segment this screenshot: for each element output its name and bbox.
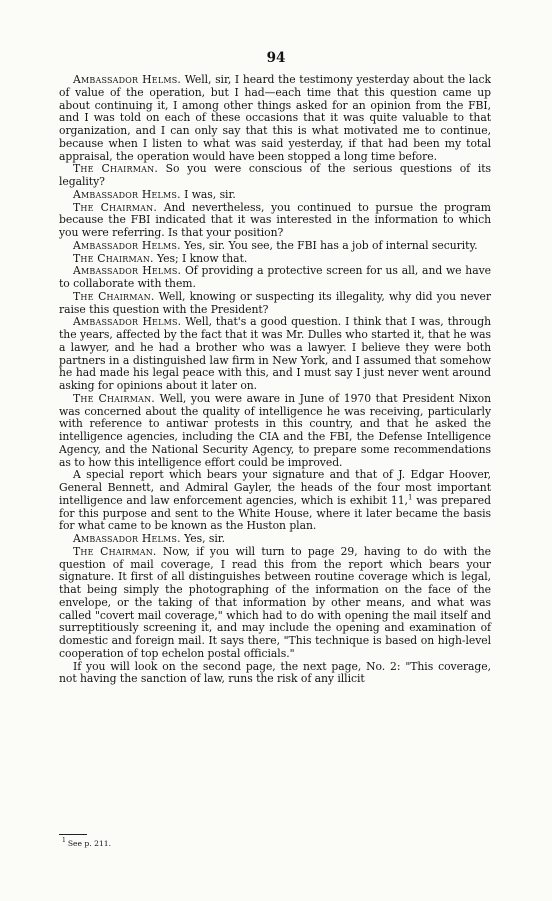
paragraph <box>59 546 491 661</box>
paragraph-text: Well, sir, I heard the testimony yesterday about the lack of value of the operation, but I had—each time that this question came up about continuing it, I among other things asked for an opinion from the FBI, and I was told on each of these occasions that it was quite valuable to that organization, and I can only say that this is what motivated me to continue, because when I listen to what was said yesterday, if that had been my total appraisal, the operation would have been stopped a long time before. <box>59 73 491 163</box>
footnote-divider <box>59 834 87 835</box>
paragraph <box>59 74 491 163</box>
paragraph-text: Yes, sir. <box>180 532 226 545</box>
page-number: 94 <box>266 50 286 66</box>
paragraph-text: Of providing a protective screen for us all, and we have to collaborate with them. <box>59 264 491 290</box>
paragraph-text-continued: was prepared for this purpose and sent to the White House, where it later became the basis for what came to be known as the Huston plan. <box>59 493 491 533</box>
paragraph-text: I was, sir. <box>180 187 236 201</box>
paragraph <box>59 265 491 291</box>
speaker-name: Ambassador Helms. <box>73 187 181 201</box>
paragraph <box>59 202 491 240</box>
paragraph <box>59 163 491 189</box>
footnote-marker: 1 <box>62 837 66 845</box>
paragraph-text: Yes; I know that. <box>153 251 248 265</box>
paragraph-text: Now, if you will turn to page 29, having to do with the question of mail coverage, I read this from the report which bears your signature. It first of all distinguishes between routine coverage which is legal, that being simply the photographing of the information on the face of the envelope, or the taking of that information by other means, and what was called "covert mail coverage," which had to do with opening the mail itself and surreptitiously screening it, and may include the opening and examination of domestic and foreign mail. It says there, "This technique is based on high-level cooperation of top echelon postal officials." <box>59 544 491 660</box>
paragraph-text: Well, knowing or suspecting its illegality, why did you never raise this question with the President? <box>59 289 491 316</box>
speaker-name: The Chairman. <box>73 289 155 303</box>
speaker-name: The Chairman. <box>73 391 155 405</box>
paragraph <box>59 393 491 470</box>
footnote-reference: 1 <box>407 493 413 502</box>
paragraph <box>59 469 491 533</box>
footnote-text: See p. 211. <box>67 839 112 848</box>
paragraph <box>59 316 491 393</box>
speaker-name: The Chairman. <box>73 200 157 214</box>
transcript-body <box>59 74 491 686</box>
speaker-name: Ambassador Helms. <box>73 264 182 278</box>
speaker-name: The Chairman. <box>73 162 158 176</box>
speaker-name: Ambassador Helms. <box>73 73 182 86</box>
paragraph-text: If you will look on the second page, the next page, No. 2: "This coverage, not having the sanction of law, runs the risk of any illicit <box>59 659 491 686</box>
speaker-name: The Chairman. <box>73 251 154 265</box>
paragraph <box>59 661 491 687</box>
paragraph-text: Well, you were aware in June of 1970 that President Nixon was concerned about the quality of intelligence he was receiving, particularly with reference to antiwar protests in this country, and that he asked the intelligence agencies, including the CIA and the FBI, the Defense Intelligence Agency, and the National Security Agency, to prepare some recommendations as to how this intelligence effort could be improved. <box>59 391 491 469</box>
footnote <box>62 839 362 848</box>
speaker-name: Ambassador Helms. <box>73 532 181 545</box>
paragraph-text: Yes, sir. You see, the FBI has a job of internal security. <box>180 238 478 252</box>
speaker-name: Ambassador Helms. <box>73 315 182 329</box>
paragraph-text: And nevertheless, you continued to pursue the program because the FBI indicated that it was interested in the information to which you were referring. Is that your position? <box>59 200 491 239</box>
speaker-name: The Chairman. <box>73 544 157 558</box>
paragraph-text: So you were conscious of the serious questions of its legality? <box>59 162 491 188</box>
paragraph <box>59 291 491 317</box>
paragraph-text: A special report which bears your signature and that of J. Edgar Hoover, General Bennett, and Admiral Gayler, the heads of the four most important intelligence and law enforcement agencies, which is exhibit 11, <box>59 468 491 507</box>
paragraph-text: Well, that's a good question. I think that I was, through the years, affected by the fact that it was Mr. Dulles who started it, that he was a lawyer, and he had a brother who was a lawyer. I believe they were both partners in a distinguished law firm in New York, and I assumed that somehow he had made his legal peace with this, and I must say I just never went around asking for opinions about it later on. <box>59 315 492 392</box>
speaker-name: Ambassador Helms. <box>73 238 181 252</box>
